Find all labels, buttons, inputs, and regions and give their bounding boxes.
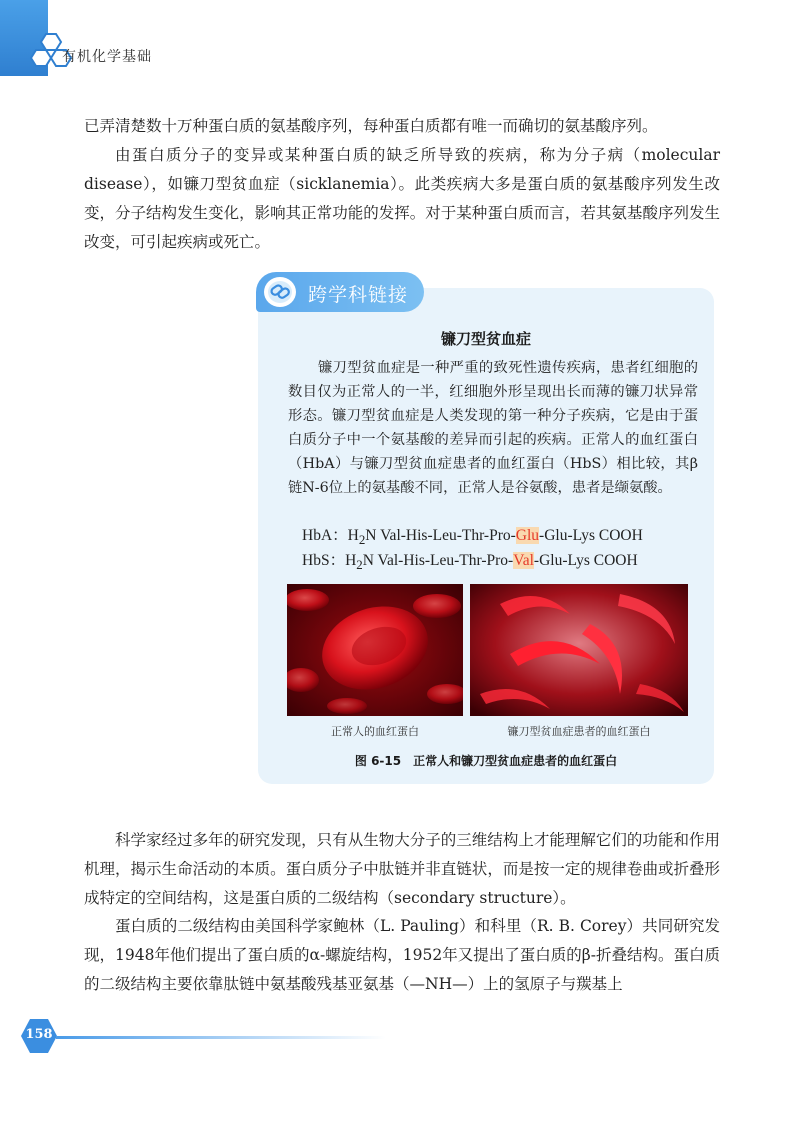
body-paragraph-3: 科学家经过多年的研究发现，只有从生物大分子的三维结构上才能理解它们的功能和作用机理，揭示生命活动的本质。蛋白质分子中肽链并非直链状，而是按一定的规律卷曲或折叠形成特定的空间结构，这是蛋白质的二级结构（secondary structure）。 bbox=[84, 831, 720, 907]
formula-hbs-highlight: Val bbox=[513, 552, 534, 569]
footer-line bbox=[56, 1036, 386, 1039]
formula-hbs-subscript: 2 bbox=[356, 557, 363, 573]
box-body-text: 镰刀型贫血症是一种严重的致死性遗传疾病，患者红细胞的数目仅为正常人的一半，红细胞外形呈现出长而薄的镰刀状异常形态。镰刀型贫血症是人类发现的第一种分子疾病，它是由于蛋白质分子中一个氨基酸的差异而引起的疾病。正常人的血红蛋白（HbA）与镰刀型贫血症患者的血红蛋白（HbS）相比较，其β链N-6位上的氨基酸不同，正常人是谷氨酸，患者是缬氨酸。 bbox=[288, 360, 698, 496]
box-heading: 镰刀型贫血症 bbox=[440, 330, 531, 348]
interdisciplinary-tag-label: 跨学科链接 bbox=[308, 284, 409, 306]
body-paragraph-1: 已弄清楚数十万种蛋白质的氨基酸序列，每种蛋白质都有唯一而确切的氨基酸序列。 bbox=[84, 117, 658, 135]
formula-hbs-after: -Glu-Lys COOH bbox=[533, 552, 638, 569]
chapter-header-title: 有机化学基础 bbox=[62, 49, 152, 65]
chain-link-icon bbox=[262, 275, 298, 309]
formula-hba-before: N Val-His-Leu-Thr-Pro- bbox=[365, 527, 516, 544]
formula-hba-after: -Glu-Lys COOH bbox=[539, 527, 643, 544]
figure-title: 图 6-15 正常人和镰刀型贫血症患者的血红蛋白 bbox=[354, 754, 618, 768]
caption-normal: 正常人的血红蛋白 bbox=[331, 725, 419, 738]
formula-hba-subscript: 2 bbox=[358, 532, 366, 548]
body-paragraph-4: 蛋白质的二级结构由美国科学家鲍林（L. Pauling）和科里（R. B. Corey）共同研究发现，1948年他们提出了蛋白质的α-螺旋结构，1952年又提出了蛋白质的β-折叠结构。蛋白质的二级结构主要依靠肽链中氨基酸残基亚氨基（—NH—）上的氢原子与羰基上 bbox=[84, 917, 720, 993]
formula-hba-highlight: Glu bbox=[515, 527, 540, 544]
formula-hbs-label: HbS： bbox=[302, 552, 346, 569]
formula-hba bbox=[302, 523, 643, 548]
normal-red-blood-cells-image bbox=[287, 584, 463, 716]
formula-hba-h: H bbox=[347, 527, 359, 544]
sickle-cells-image bbox=[470, 584, 688, 716]
caption-sickle: 镰刀型贫血症患者的血红蛋白 bbox=[507, 725, 651, 738]
formula-hbs-before: N Val-His-Leu-Thr-Pro- bbox=[362, 552, 514, 569]
formula-hba-label: HbA： bbox=[302, 527, 348, 544]
formula-hbs-h: H bbox=[345, 552, 357, 569]
body-paragraph-2: 由蛋白质分子的变异或某种蛋白质的缺乏所导致的疾病，称为分子病（molecular disease），如镰刀型贫血症（sicklanemia）。此类疾病大多是蛋白质的氨基酸序列发生改变，分子结构发生变化，影响其正常功能的发挥。对于某种蛋白质而言，若其氨基酸序列发生改变，可引起疾病或死亡。 bbox=[84, 146, 720, 251]
page-number: 158 bbox=[25, 1027, 53, 1042]
formula-hbs bbox=[302, 548, 638, 573]
